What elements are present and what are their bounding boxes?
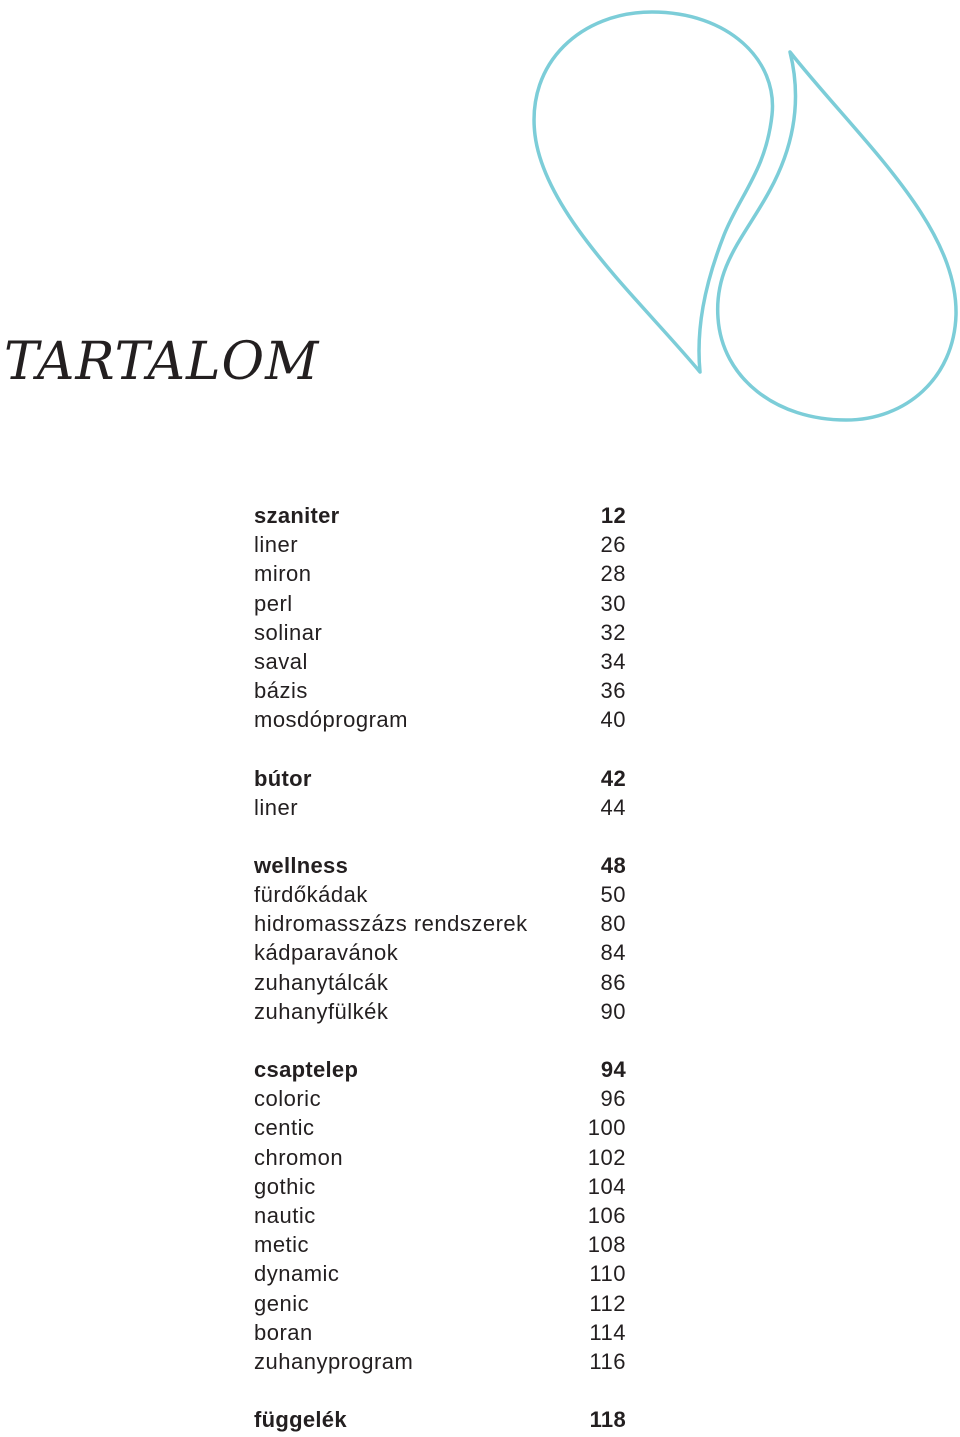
toc-heading-label: szaniter (254, 503, 340, 528)
toc-heading-label: függelék (254, 1407, 347, 1433)
toc-item-label: zuhanytálcák (254, 969, 389, 995)
toc-item-label: coloric (254, 1086, 322, 1112)
page-title: TARTALOM (4, 332, 320, 392)
toc-item-label: gothic (254, 1173, 316, 1199)
toc-heading (254, 1405, 626, 1434)
toc-item (254, 880, 626, 909)
toc-item-page: 80 (600, 911, 626, 937)
toc-item-label: liner (254, 532, 299, 558)
left-drop-shape (534, 12, 772, 372)
toc-item (254, 559, 626, 588)
toc-item (254, 793, 626, 822)
toc-item (254, 589, 626, 618)
toc-item-label: genic (254, 1290, 310, 1316)
toc-item-page: 100 (587, 1115, 626, 1141)
toc-item (254, 1230, 626, 1259)
toc-section-csaptelep (254, 1055, 626, 1376)
toc-item (254, 1201, 626, 1230)
toc-item-page: 84 (600, 940, 626, 966)
toc-item-page: 108 (587, 1232, 626, 1258)
toc-item (254, 1347, 626, 1376)
toc-item (254, 676, 626, 705)
toc-item (254, 647, 626, 676)
toc-item-page: 104 (587, 1173, 626, 1199)
toc-item-page: 28 (600, 561, 626, 587)
toc-item-page: 114 (589, 1319, 626, 1345)
toc-section-wellness (254, 851, 626, 1026)
toc-item (254, 1113, 626, 1142)
toc-heading (254, 501, 626, 530)
toc-item-page: 106 (587, 1202, 626, 1228)
toc-item-label: miron (254, 561, 312, 587)
toc-heading-label: bútor (254, 765, 312, 791)
toc-item-page: 36 (600, 678, 626, 704)
toc-item (254, 1172, 626, 1201)
toc-item-label: metic (254, 1232, 310, 1258)
toc-item-label: fürdőkádak (254, 882, 368, 908)
toc-item-page: 86 (600, 969, 626, 995)
toc-item (254, 1289, 626, 1318)
toc-section-butor (254, 764, 626, 822)
toc-item (254, 1084, 626, 1113)
toc-item (254, 909, 626, 938)
toc-item (254, 1143, 626, 1172)
toc-item-page: 96 (600, 1086, 626, 1112)
toc-item-page: 116 (589, 1348, 626, 1374)
toc-item (254, 618, 626, 647)
toc-item-page: 34 (600, 648, 626, 674)
toc-item-page: 40 (600, 707, 626, 733)
toc-section-fuggelek (254, 1405, 626, 1434)
toc-item-label: chromon (254, 1144, 344, 1170)
toc-item (254, 968, 626, 997)
toc-item-label: boran (254, 1319, 313, 1345)
toc-item (254, 1318, 626, 1347)
toc-item-label: perl (254, 590, 293, 616)
toc-item-label: bázis (254, 678, 308, 704)
toc-item-label: zuhanyfülkék (254, 998, 389, 1024)
toc-heading-page: 12 (600, 503, 626, 528)
toc-heading-page: 94 (600, 1057, 626, 1082)
toc-item (254, 705, 626, 734)
toc-item-page: 90 (600, 998, 626, 1024)
toc-item-label: solinar (254, 619, 323, 645)
table-of-contents (254, 501, 626, 1434)
toc-section-szaniter (254, 501, 626, 735)
toc-heading-label: csaptelep (254, 1057, 359, 1082)
toc-item (254, 1259, 626, 1288)
right-drop-shape (718, 52, 956, 420)
toc-heading-page: 118 (589, 1407, 626, 1433)
toc-item-page: 112 (589, 1290, 626, 1316)
toc-item-page: 30 (600, 590, 626, 616)
toc-item (254, 938, 626, 967)
toc-item-page: 102 (587, 1144, 626, 1170)
toc-heading (254, 851, 626, 880)
toc-item-label: nautic (254, 1202, 316, 1228)
toc-heading (254, 764, 626, 793)
toc-item-label: mosdóprogram (254, 707, 408, 733)
toc-item-label: kádparavánok (254, 940, 399, 966)
toc-item-page: 110 (589, 1261, 626, 1287)
toc-item-label: hidromasszázs rendszerek (254, 911, 528, 937)
toc-item-page: 44 (600, 794, 626, 820)
toc-heading-label: wellness (254, 852, 349, 878)
toc-heading-page: 48 (600, 852, 626, 878)
toc-item-label: dynamic (254, 1261, 340, 1287)
toc-item-page: 32 (600, 619, 626, 645)
water-drops-logo-icon (520, 0, 960, 430)
toc-item-label: saval (254, 648, 308, 674)
toc-item-page: 50 (600, 882, 626, 908)
toc-item (254, 997, 626, 1026)
toc-item-page: 26 (600, 532, 626, 558)
toc-item-label: centic (254, 1115, 315, 1141)
toc-heading (254, 1055, 626, 1084)
toc-heading-page: 42 (600, 765, 626, 791)
toc-item (254, 530, 626, 559)
toc-item-label: liner (254, 794, 299, 820)
toc-item-label: zuhanyprogram (254, 1348, 414, 1374)
